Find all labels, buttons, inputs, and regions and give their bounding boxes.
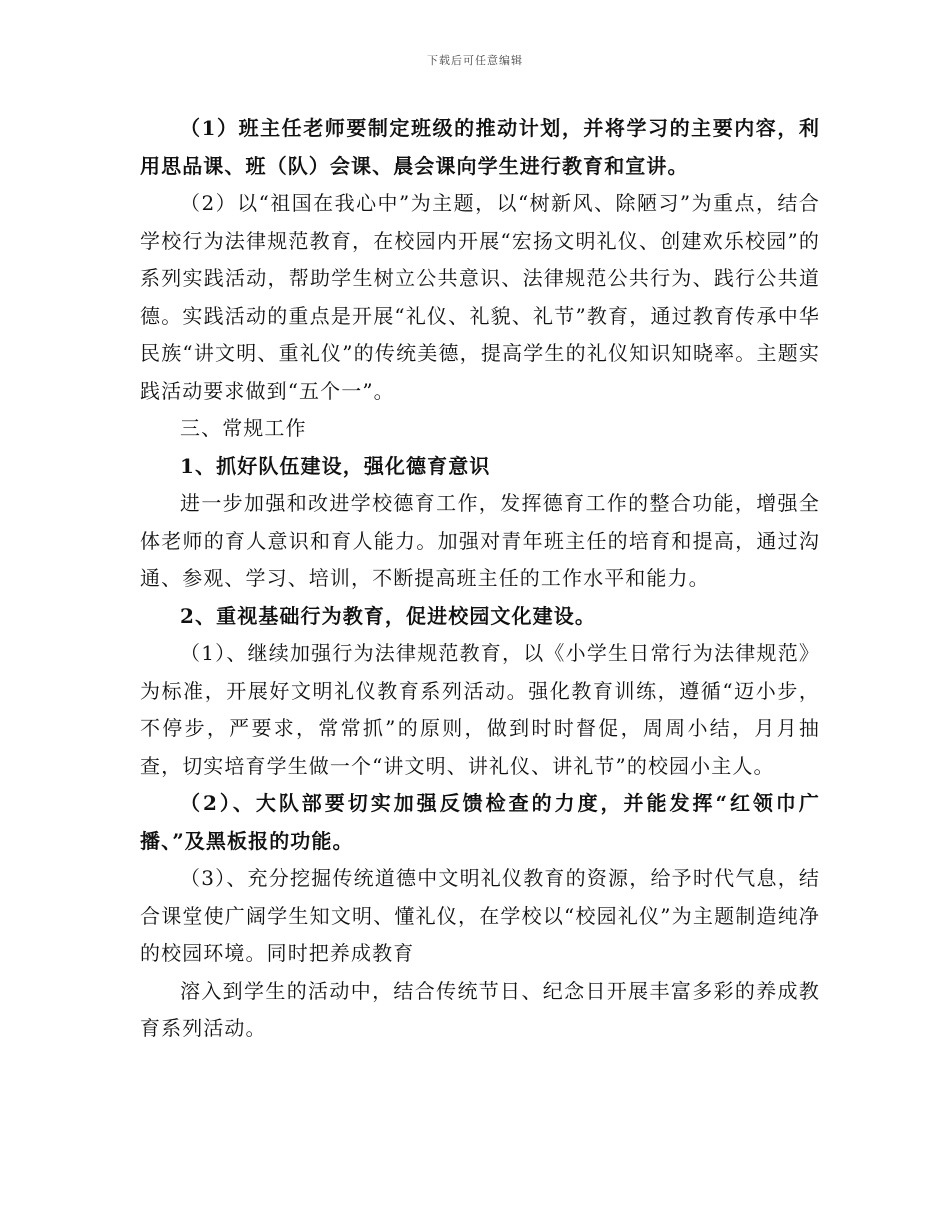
paragraph-team-building: 进一步加强和改进学校德育工作，发挥德育工作的整合功能，增强全体老师的育人意识和育人能力。加强对青年班主任的培育和提高，通过沟通、参观、学习、培训，不断提高班主任的工作水平和能力。 (140, 491, 820, 590)
document-body (140, 110, 820, 1048)
subheading-behavior-education: 2、重视基础行为教育，促进校园文化建设。 (180, 603, 596, 628)
paragraph-plan: （1）班主任老师要制定班级的推动计划，并将学习的主要内容，利用思品课、班（队）会课、晨会课向学生进行教育和宣讲。 (140, 116, 820, 178)
paragraph-brigade-feedback: （2）、大队部要切实加强反馈检查的力度，并能发挥“红领巾广播、”及黑板报的功能。 (140, 791, 820, 853)
paragraph-behavior-norms: （1）、继续加强行为法律规范教育，以《小学生日常行为法律规范》为标准，开展好文明礼仪教育系列活动。强化教育训练，遵循“迈小步，不停步，严要求，常常抓”的原则，做到时时督促，周周小结，月月抽查，切实培育学生做一个“讲文明、讲礼仪、讲礼节”的校园小主人。 (140, 641, 820, 778)
subheading-team-building: 1、抓好队伍建设，强化德育意识 (180, 453, 491, 478)
paragraph-theme: （2）以“祖国在我心中”为主题，以“树新风、除陋习”为重点，结合学校行为法律规范教育，在校园内开展“宏扬文明礼仪、创建欢乐校园”的系列实践活动，帮助学生树立公共意识、法律规范公共行为、践行公共道德。实践活动的重点是开展“礼仪、礼貌、礼节”教育，通过教育传承中华民族“讲文明、重礼仪”的传统美德，提高学生的礼仪知识知晓率。主题实践活动要求做到“五个一”。 (140, 191, 820, 403)
paragraph-traditional-morality: （3）、充分挖掘传统道德中文明礼仪教育的资源，给予时代气息，结合课堂使广阔学生知文明、懂礼仪，在学校以“校园礼仪”为主题制造纯净的校园环境。同时把养成教育 (140, 866, 820, 965)
paragraph-integration-activities: 溶入到学生的活动中，结合传统节日、纪念日开展丰富多彩的养成教育系列活动。 (140, 978, 820, 1040)
section-heading-routine-work: 三、常规工作 (180, 416, 307, 440)
page-header: 下载后可任意编辑 (427, 54, 523, 67)
